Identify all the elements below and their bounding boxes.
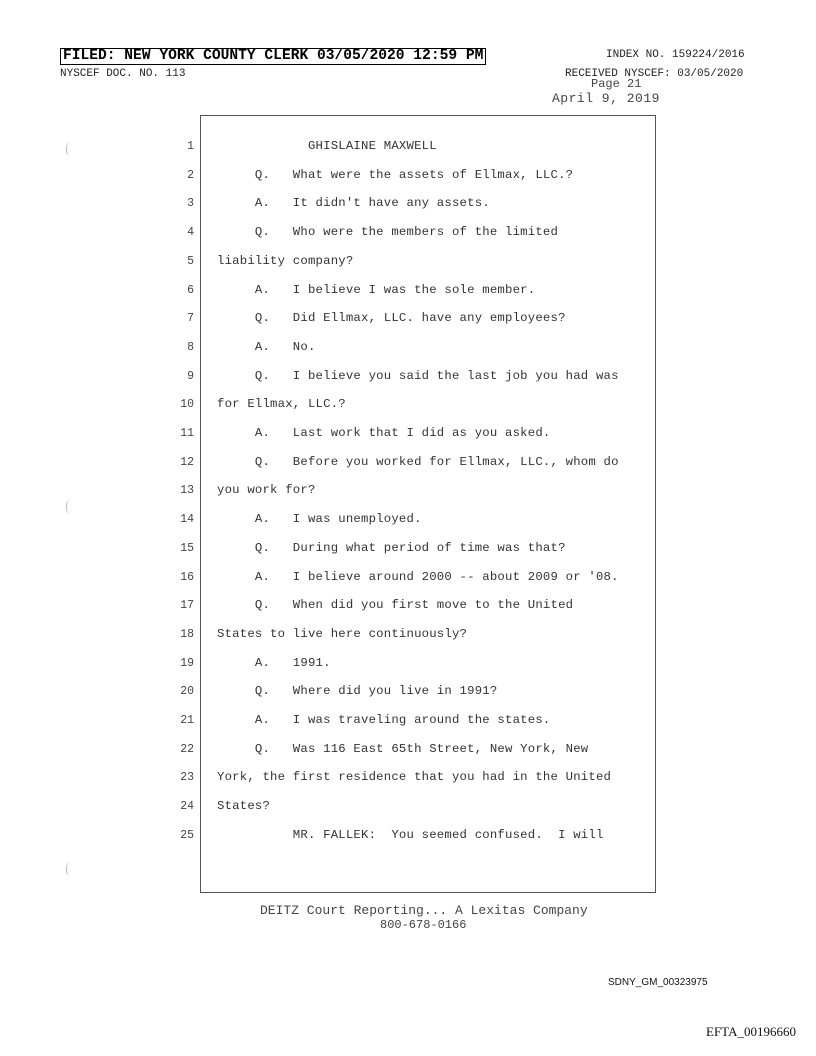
- line-number: 25: [180, 828, 194, 842]
- transcript-line: Q. During what period of time was that?: [217, 540, 566, 555]
- transcript-line: liability company?: [217, 253, 354, 268]
- line-number: 19: [180, 656, 194, 670]
- transcript-date: April 9, 2019: [552, 91, 660, 106]
- transcript-line: you work for?: [217, 483, 316, 498]
- line-number: 22: [180, 742, 194, 756]
- line-number: 12: [180, 455, 194, 469]
- line-number: 20: [180, 685, 194, 699]
- line-number: 11: [180, 427, 194, 440]
- line-number: 23: [180, 771, 194, 785]
- line-number: 13: [180, 484, 194, 498]
- line-number: 7: [187, 312, 194, 326]
- line-number: 5: [187, 254, 194, 268]
- transcript-line: A. Last work that I did as you asked.: [217, 426, 551, 440]
- nyscef-doc-number: NYSCEF DOC. NO. 113: [60, 68, 186, 80]
- transcript-line: Q. What were the assets of Ellmax, LLC.?: [217, 167, 574, 182]
- transcript-line: A. 1991.: [217, 655, 331, 670]
- transcript-line: York, the first residence that you had in the United: [217, 770, 612, 785]
- line-number: 3: [187, 197, 194, 211]
- efta-number: EFTA_00196660: [706, 1024, 796, 1039]
- line-number: 9: [187, 369, 194, 383]
- line-number: 21: [180, 714, 194, 727]
- line-number: 14: [180, 513, 194, 527]
- line-number: 6: [187, 283, 194, 297]
- filed-banner: FILED: NEW YORK COUNTY CLERK 03/05/2020 12:59 PM: [60, 48, 486, 65]
- line-number: 1: [187, 140, 194, 153]
- transcript-line: A. It didn't have any assets.: [217, 196, 490, 211]
- scan-margin-mark: [66, 500, 71, 514]
- reporter-phone: 800-678-0166: [380, 918, 467, 932]
- line-number: 2: [187, 168, 194, 182]
- line-number: 15: [180, 541, 194, 555]
- received-date: RECEIVED NYSCEF: 03/05/2020: [565, 68, 744, 80]
- transcript-line: Q. I believe you said the last job you had was: [217, 368, 619, 383]
- transcript-line: Q. Was 116 East 65th Street, New York, New: [217, 741, 589, 756]
- transcript-line: States?: [217, 799, 271, 814]
- reporter-name: DEITZ Court Reporting... A Lexitas Company: [260, 903, 588, 918]
- line-number: 18: [180, 627, 194, 641]
- line-number: 10: [180, 398, 194, 412]
- transcript-line: MR. FALLEK: You seemed confused. I will: [217, 827, 604, 842]
- transcript-line: States to live here continuously?: [217, 626, 468, 641]
- bates-number: SDNY_GM_00323975: [608, 977, 708, 988]
- transcript-line: Q. Did Ellmax, LLC. have any employees?: [217, 311, 566, 326]
- transcript-line: A. No.: [217, 339, 316, 354]
- transcript-line: Q. Where did you live in 1991?: [217, 684, 498, 699]
- scan-margin-mark: [66, 862, 71, 876]
- transcript-line: for Ellmax, LLC.?: [217, 397, 346, 412]
- index-number: INDEX NO. 159224/2016: [606, 49, 745, 61]
- scan-margin-mark: [66, 142, 71, 156]
- transcript-line: A. I believe around 2000 -- about 2009 or '08.: [217, 569, 619, 584]
- line-number: 17: [180, 599, 194, 613]
- line-number: 4: [187, 226, 194, 240]
- transcript-line: GHISLAINE MAXWELL: [217, 139, 437, 153]
- transcript-line: Q. Who were the members of the limited: [217, 225, 559, 240]
- transcript-line: A. I was traveling around the states.: [217, 713, 551, 727]
- transcript-line: A. I believe I was the sole member.: [217, 282, 536, 297]
- page-number: Page 21: [591, 77, 642, 91]
- transcript-line: A. I was unemployed.: [217, 512, 422, 527]
- line-number: 24: [180, 800, 194, 814]
- line-number: 16: [180, 570, 194, 584]
- line-number: 8: [187, 340, 194, 354]
- transcript-line: Q. Before you worked for Ellmax, LLC., whom do: [217, 454, 619, 469]
- transcript-line: Q. When did you first move to the United: [217, 598, 574, 613]
